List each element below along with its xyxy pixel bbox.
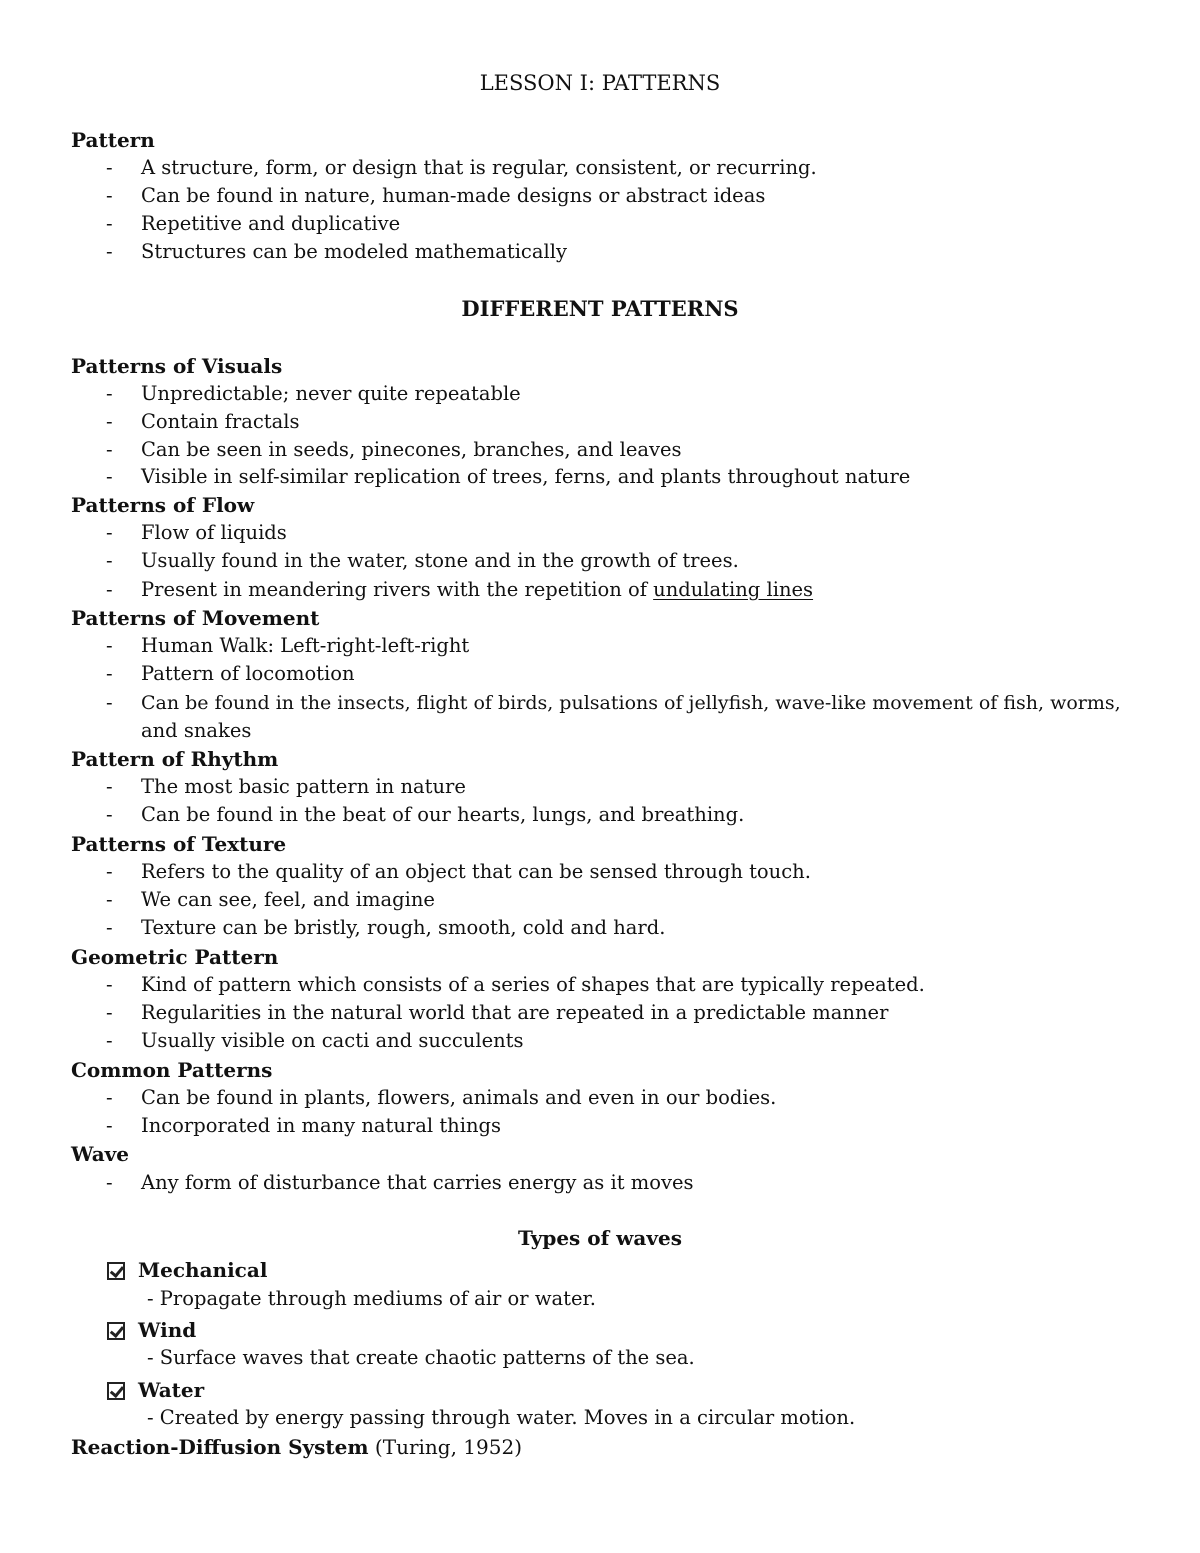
reaction-diffusion-line xyxy=(71,1433,522,1461)
list-item-text: Unpredictable; never quite repeatable xyxy=(141,382,521,405)
bullet-dash: - xyxy=(106,465,113,488)
bullet-dash: - xyxy=(106,916,113,939)
section-heading-rhythm: Pattern of Rhythm xyxy=(71,747,279,771)
bullet-dash: - xyxy=(106,184,113,207)
list-item xyxy=(0,408,1200,436)
list-item xyxy=(0,154,1200,182)
bullet-dash: - xyxy=(106,1029,113,1052)
reaction-diffusion-citation: (Turing, 1952) xyxy=(368,1435,522,1459)
checkbox-checked-icon xyxy=(107,1322,125,1340)
section-heading-pattern: Pattern xyxy=(71,128,155,152)
list-item-text: Repetitive and duplicative xyxy=(141,212,401,235)
bullet-dash: - xyxy=(106,549,113,572)
list-item xyxy=(0,436,1200,464)
checkbox-checked-icon xyxy=(107,1262,125,1280)
wave-type-mechanical xyxy=(107,1255,267,1285)
wave-type-water xyxy=(107,1375,204,1405)
list-item-text: The most basic pattern in nature xyxy=(141,775,466,798)
list-item-text: Can be found in nature, human-made designs or abstract ideas xyxy=(141,184,766,207)
bullet-dash: - xyxy=(106,1171,113,1194)
section-heading-flow: Patterns of Flow xyxy=(71,493,255,517)
list-item-text: Contain fractals xyxy=(141,410,300,433)
list-item xyxy=(0,1169,1200,1197)
section-heading-wave: Wave xyxy=(71,1142,130,1166)
list-item-prefix: Present in meandering rivers with the repetition of xyxy=(141,578,654,601)
bullet-dash: - xyxy=(106,803,113,826)
list-item xyxy=(0,210,1200,238)
list-item-text: Flow of liquids xyxy=(141,521,287,544)
bullet-dash: - xyxy=(106,634,113,657)
list-item xyxy=(0,999,1200,1027)
underlined-term: undulating lines xyxy=(653,578,814,601)
list-item xyxy=(0,773,1200,801)
section-heading-visuals: Patterns of Visuals xyxy=(71,354,283,378)
wave-type-description: - Propagate through mediums of air or water. xyxy=(147,1287,596,1310)
list-item-text: Regularities in the natural world that are repeated in a predictable manner xyxy=(141,1001,889,1024)
list-item xyxy=(0,463,1200,491)
section-heading-movement: Patterns of Movement xyxy=(71,606,320,630)
list-item-text: Visible in self-similar replication of trees, ferns, and plants throughout nature xyxy=(141,465,911,488)
list-item-text: Structures can be modeled mathematically xyxy=(141,240,567,263)
list-item xyxy=(0,519,1200,547)
list-item-text: Human Walk: Left-right-left-right xyxy=(141,634,470,657)
list-item-text: Can be found in plants, flowers, animals and even in our bodies. xyxy=(141,1086,777,1109)
bullet-dash: - xyxy=(106,521,113,544)
bullet-dash: - xyxy=(106,1086,113,1109)
list-item-text: A structure, form, or design that is regular, consistent, or recurring. xyxy=(141,156,817,179)
list-item xyxy=(0,182,1200,210)
bullet-dash: - xyxy=(106,973,113,996)
bullet-dash: - xyxy=(106,156,113,179)
list-item xyxy=(0,547,1200,575)
list-item-text: Any form of disturbance that carries energy as it moves xyxy=(141,1171,694,1194)
bullet-dash: - xyxy=(106,578,113,601)
bullet-dash: - xyxy=(106,775,113,798)
bullet-dash: - xyxy=(106,860,113,883)
bullet-dash: - xyxy=(106,888,113,911)
wave-type-label: Mechanical xyxy=(138,1258,268,1282)
list-item-text: Usually visible on cacti and succulents xyxy=(141,1029,524,1052)
bullet-dash: - xyxy=(106,1114,113,1137)
list-item-text: Usually found in the water, stone and in the growth of trees. xyxy=(141,549,739,572)
list-item-text: Can be found in the insects, flight of birds, pulsations of jellyfish, wave-like movement of fish, worms, xyxy=(141,692,1121,714)
bullet-dash: - xyxy=(106,212,113,235)
list-item xyxy=(0,858,1200,886)
list-item xyxy=(0,914,1200,942)
list-item-text: Can be found in the beat of our hearts, lungs, and breathing. xyxy=(141,803,745,826)
section-heading-texture: Patterns of Texture xyxy=(71,832,287,856)
list-item xyxy=(0,238,1200,266)
list-item xyxy=(0,971,1200,999)
bullet-dash: - xyxy=(106,438,113,461)
bullet-dash: - xyxy=(106,691,113,714)
list-item-text: Refers to the quality of an object that can be sensed through touch. xyxy=(141,860,811,883)
bullet-dash: - xyxy=(106,382,113,405)
list-item xyxy=(0,1084,1200,1112)
list-item xyxy=(0,1112,1200,1140)
section-heading-geometric: Geometric Pattern xyxy=(71,945,279,969)
list-item xyxy=(0,660,1200,688)
list-item-text: Incorporated in many natural things xyxy=(141,1114,501,1137)
checkbox-checked-icon xyxy=(107,1382,125,1400)
list-item-text: Can be seen in seeds, pinecones, branches, and leaves xyxy=(141,438,682,461)
list-item-text: We can see, feel, and imagine xyxy=(141,888,435,911)
list-item-continuation: and snakes xyxy=(141,719,252,742)
section-title-types-of-waves: Types of waves xyxy=(518,1226,682,1250)
wave-type-label: Water xyxy=(138,1378,205,1402)
bullet-dash: - xyxy=(106,1001,113,1024)
list-item xyxy=(0,380,1200,408)
list-item xyxy=(0,886,1200,914)
bullet-dash: - xyxy=(106,240,113,263)
wave-type-description: - Created by energy passing through water. Moves in a circular motion. xyxy=(147,1406,856,1429)
list-item xyxy=(0,801,1200,829)
wave-type-wind xyxy=(107,1315,196,1345)
list-item-text: Texture can be bristly, rough, smooth, cold and hard. xyxy=(141,916,666,939)
bullet-dash: - xyxy=(106,410,113,433)
section-heading-common: Common Patterns xyxy=(71,1058,273,1082)
list-item xyxy=(0,632,1200,660)
list-item-text: Pattern of locomotion xyxy=(141,662,355,685)
wave-type-description: - Surface waves that create chaotic patterns of the sea. xyxy=(147,1346,695,1369)
bullet-dash: - xyxy=(106,662,113,685)
list-item xyxy=(0,1027,1200,1055)
wave-type-label: Wind xyxy=(138,1318,197,1342)
reaction-diffusion-title: Reaction-Diffusion System xyxy=(71,1435,369,1459)
section-title-different-patterns: DIFFERENT PATTERNS xyxy=(461,296,739,321)
list-item xyxy=(0,576,1200,604)
list-item-text xyxy=(141,576,813,604)
list-item xyxy=(0,689,1200,717)
page-title: LESSON I: PATTERNS xyxy=(479,71,721,95)
list-item-text: Kind of pattern which consists of a series of shapes that are typically repeated. xyxy=(141,973,925,996)
